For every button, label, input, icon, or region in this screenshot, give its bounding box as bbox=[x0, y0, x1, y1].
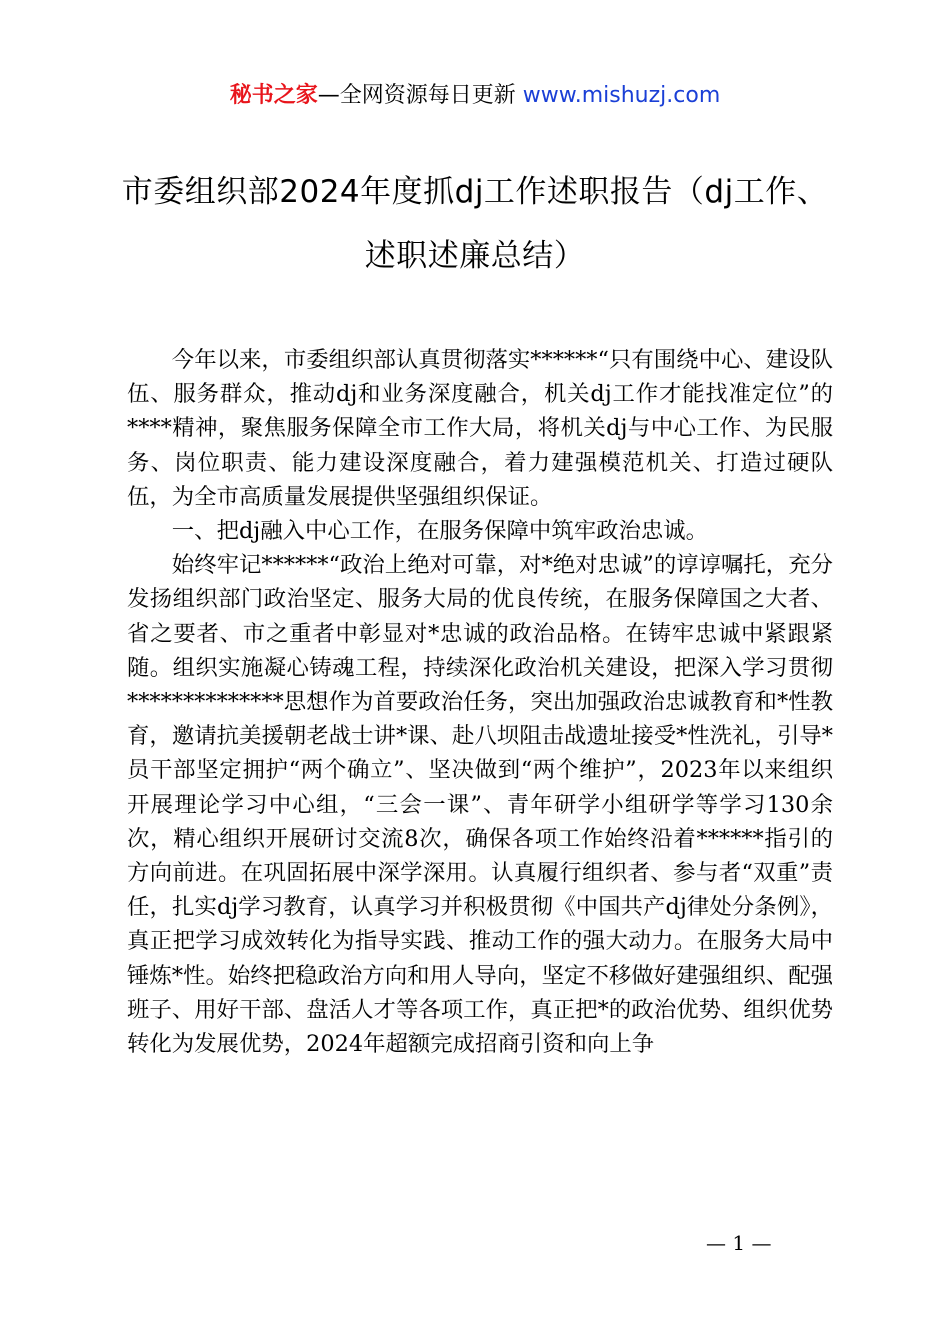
site-url-link[interactable]: www.mishuzj.com bbox=[522, 83, 721, 108]
page-number: — 1 — bbox=[706, 1231, 772, 1255]
document-body bbox=[127, 343, 833, 1061]
paragraph-section-1: 始终牢记******“政治上绝对可靠，对*绝对忠诚”的谆谆嘱托，充分发扬组织部门政治坚定、服务大局的优良传统，在服务保障国之大者、省之要者、市之重者中彰显对*忠诚的政治品格。在铸牢忠诚中紧跟紧随。组织实施凝心铸魂工程，持续深化政治机关建设，把深入学习贯彻**************思想作为首要政治任务，突出加强政治忠诚教育和*性教育，邀请抗美援朝老战士讲*课、赴八坝阻击战遗址接受*性洗礼，引导*员干部坚定拥护“两个确立”、坚决做到“两个维护”，2023年以来组织开展理论学习中心组，“三会一课”、青年研学小组研学等学习130余次，精心组织开展研讨交流8次，确保各项工作始终沿着******指引的方向前进。在巩固拓展中深学深用。认真履行组织者、参与者“双重”责任，扎实dj学习教育，认真学习并积极贯彻《中国共产dj律处分条例》，真正把学习成效转化为指导实践、推动工作的强大动力。在服务大局中锤炼*性。始终把稳政治方向和用人导向，坚定不移做好建强组织、配强班子、用好干部、盘活人才等各项工作，真正把*的政治优势、组织优势转化为发展优势，2024年超额完成招商引资和向上争 bbox=[127, 552, 833, 1058]
document-title: 市委组织部2024年度抓dj工作述职报告（dj工作、述职述廉总结） bbox=[121, 174, 829, 274]
section-heading-1: 一、把dj融入中心工作，在服务保障中筑牢政治忠诚。 bbox=[171, 518, 709, 545]
site-slogan: —全网资源每日更新 bbox=[317, 83, 523, 108]
paragraph-intro: 今年以来，市委组织部认真贯彻落实******“只有围绕中心、建设队伍、服务群众，推动dj和业务深度融合，机关dj工作才能找准定位”的****精神，聚焦服务保障全市工作大局，将机关dj与中心工作、为民服务、岗位职责、能力建设深度融合，着力建强模范机关、打造过硬队伍，为全市高质量发展提供坚强组织保证。 bbox=[127, 347, 833, 510]
site-header bbox=[0, 78, 950, 114]
site-brand: 秘书之家 bbox=[229, 83, 318, 108]
